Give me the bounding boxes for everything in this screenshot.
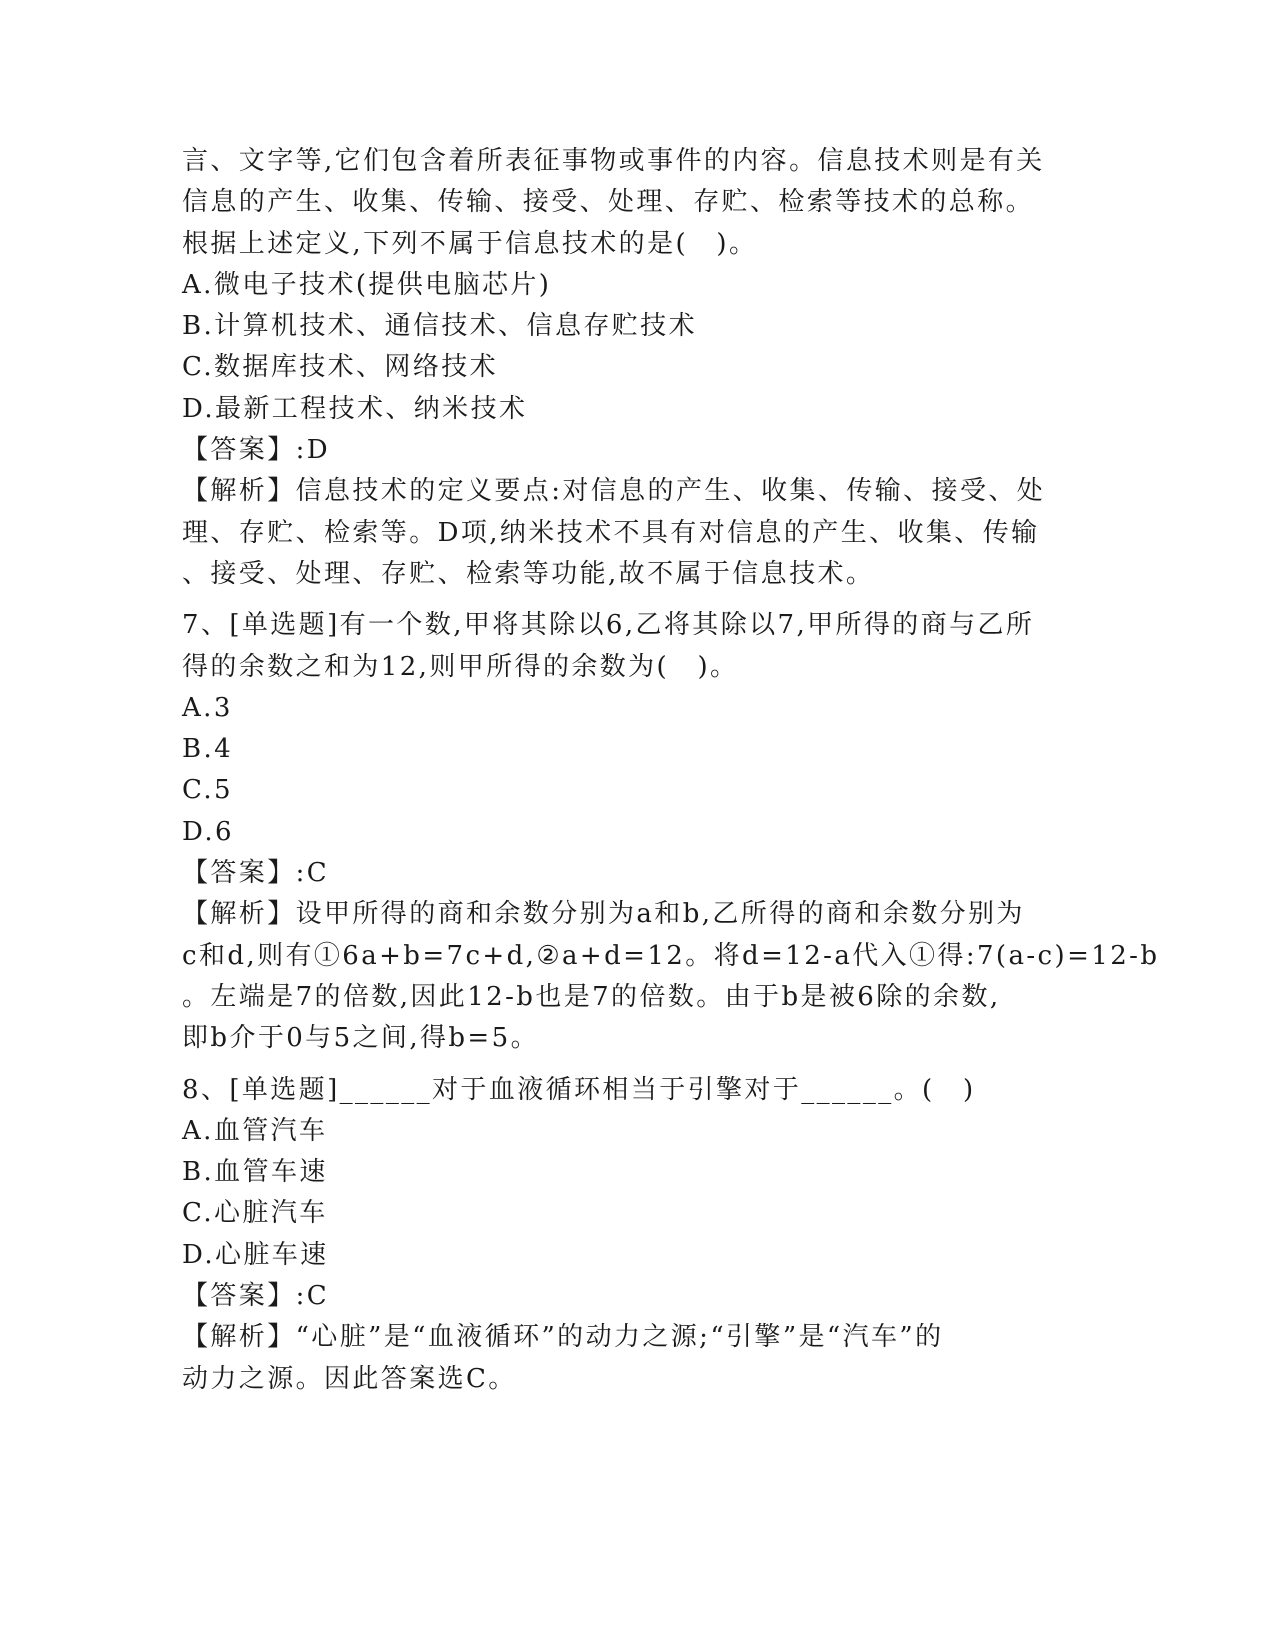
document-page — [182, 141, 1160, 1400]
option-a: A.微电子技术(提供电脑芯片) — [182, 269, 552, 300]
option-c: C.数据库技术、网络技术 — [182, 352, 499, 383]
analysis-line: 动力之源。因此答案选C。 — [182, 1363, 517, 1394]
analysis-line: 、接受、处理、存贮、检索等功能,故不属于信息技术。 — [182, 558, 875, 589]
question-8 — [182, 1070, 1062, 1400]
analysis-line: 理、存贮、检索等。D项,纳米技术不具有对信息的产生、收集、传输 — [182, 517, 1040, 548]
analysis-line: 【解析】信息技术的定义要点:对信息的产生、收集、传输、接受、处 — [182, 476, 1046, 507]
analysis-line: 【解析】设甲所得的商和余数分别为a和b,乙所得的商和余数分别为 — [182, 899, 1025, 930]
question-7 — [182, 605, 1160, 1059]
option-b: B.4 — [182, 734, 234, 765]
analysis-line: 【解析】“心脏”是“血液循环”的动力之源;“引擎”是“汽车”的 — [182, 1322, 944, 1353]
option-c: C.心脏汽车 — [182, 1198, 328, 1229]
answer-line: 【答案】:C — [182, 858, 330, 889]
option-d: D.心脏车速 — [182, 1239, 329, 1270]
analysis-line: 。左端是7的倍数,因此12-b也是7的倍数。由于b是被6除的余数, — [182, 981, 1001, 1012]
option-c: C.5 — [182, 775, 233, 806]
option-d: D.6 — [182, 816, 234, 847]
question-stem-line: 根据上述定义,下列不属于信息技术的是( )。 — [182, 228, 758, 259]
option-d: D.最新工程技术、纳米技术 — [182, 393, 528, 424]
option-a: A.血管汽车 — [182, 1115, 328, 1146]
analysis-line: 即b介于0与5之间,得b=5。 — [182, 1023, 539, 1054]
analysis-line: c和d,则有①6a+b=7c+d,②a+d=12。将d=12-a代入①得:7(a-c)=12-b — [182, 940, 1160, 971]
question-spacer — [182, 1060, 1062, 1070]
question-stem-line: 8、[单选题]______对于血液循环相当于引擎对于______。( ) — [182, 1074, 976, 1105]
question-stem-line: 得的余数之和为12,则甲所得的余数为( )。 — [182, 651, 739, 682]
question-stem-line: 言、文字等,它们包含着所表征事物或事件的内容。信息技术则是有关 — [182, 146, 1045, 176]
option-b: B.计算机技术、通信技术、信息存贮技术 — [182, 311, 697, 342]
option-a: A.3 — [182, 692, 233, 723]
question-stem-line: 信息的产生、收集、传输、接受、处理、存贮、检索等技术的总称。 — [182, 187, 1035, 218]
question-stem-line: 7、[单选题]有一个数,甲将其除以6,乙将其除以7,甲所得的商与乙所 — [182, 610, 1035, 641]
question-spacer — [182, 595, 1062, 605]
option-b: B.血管车速 — [182, 1157, 328, 1188]
question-6 — [182, 141, 1062, 595]
answer-line: 【答案】:C — [182, 1281, 330, 1312]
answer-line: 【答案】:D — [182, 435, 331, 466]
